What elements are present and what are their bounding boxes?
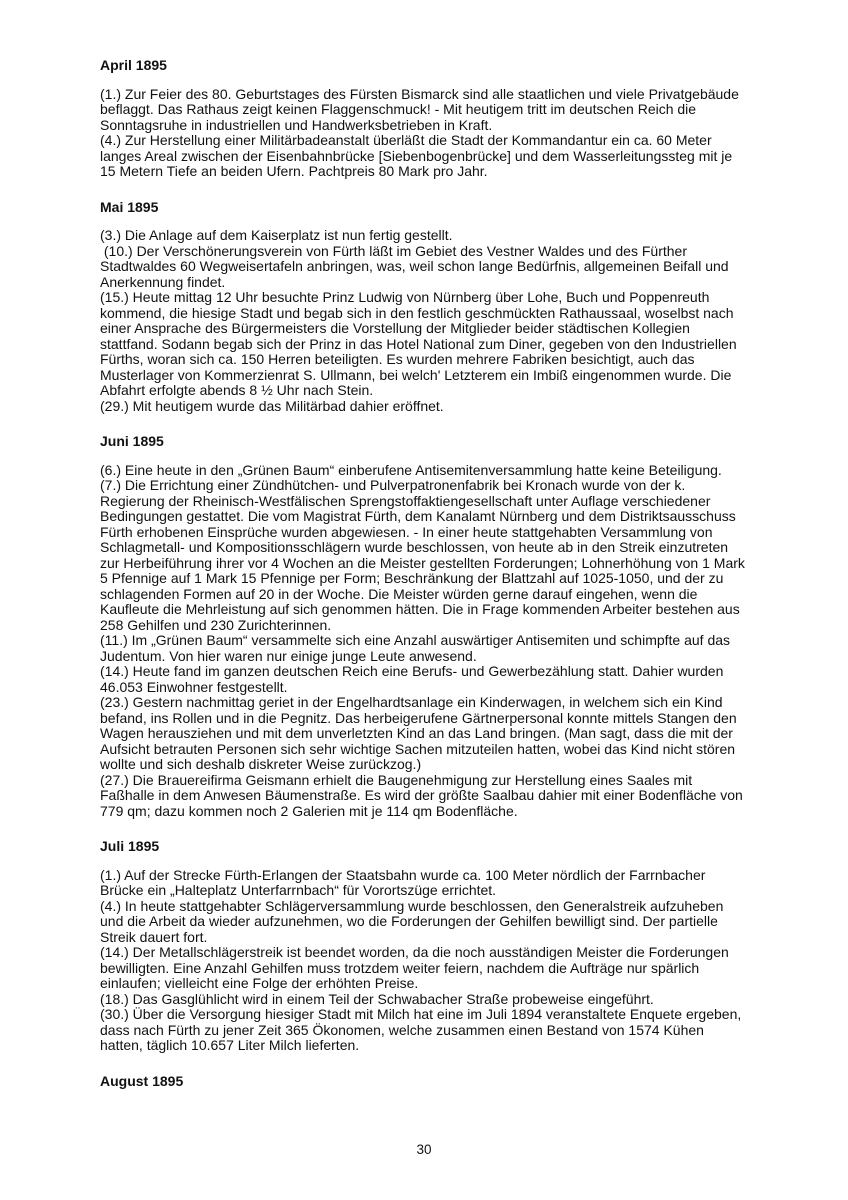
section-heading: August 1895 — [100, 1072, 184, 1089]
page-number: 30 — [416, 1142, 432, 1157]
chronicle-entry: (14.) Der Metallschlägerstreik ist beendet worden, da die noch ausständigen Meister die Forderungen bewilligten. Eine Anzahl Gehilfen muss trotzdem weiter feiern, nachdem die Aufträge nur spärlich einlaufen; vielleicht eine Folge der erhöhten Preise. — [100, 944, 733, 991]
chronicle-entry: (23.) Gestern nachmittag geriet in der Engelhardtsanlage ein Kinderwagen, in welchem sich ein Kind befand, ins Rollen und in die Pegnitz. Das herbeigerufene Gärtnerpersonal konnte mittels Stangen den Wagen herausziehen und mit dem unverletzten Kind an das Land bringen. (Man sagt, dass die mit der Aufsicht betrauten Personen sich sehr wichtige Sachen mitzuteilen hatten, wobei das Kind nicht stören wollte und sich deshalb diskreter Weise zurückzog.) — [100, 694, 741, 772]
chronicle-entry: (4.) In heute stattgehabter Schlägerversammlung wurde beschlossen, den Generalstreik aufzuheben und die Arbeit da wieder aufzunehmen, wo die Forderungen der Gehilfen bewilligt sind. Der partielle Streik dauert fort. — [100, 897, 728, 945]
chronicle-entry: (18.) Das Gasglühlicht wird in einem Teil der Schwabacher Straße probeweise eingeführt. — [100, 990, 654, 1007]
chronicle-entry: (6.) Eine heute in den „Grünen Baum“ einberufene Antisemitenversammlung hatte keine Beteiligung. — [100, 461, 722, 478]
chronicle-entry: (7.) Die Errichtung einer Zündhütchen- und Pulverpatronenfabrik bei Kronach wurde von der k. Regierung der Rheinisch-Westfälischen Sprengstoffaktiengesellschaft unter Auflage verschiedener Bedingungen gestattet. Die vom Magistrat Fürth, dem Kanalamt Nürnberg und dem Distriktsausschuss Fürth erhobenen Einsprüche wurden abgewiesen. - In einer heute stattgehabten Versammlung von Schlagmetall- und Kompositionsschlägern wurde beschlossen, von heute ab in den Streik einzutreten zur Herbeiführung ihrer vor 4 Wochen an die Meister gestellten Forderungen; Lohnerhöhung von 1 Mark 5 Pfennige auf 1 Mark 15 Pfennige per Form; Beschränkung der Blattzahl auf 1025-1050, und der zu schlagenden Formen auf 20 in der Woche. Die Meister würden gerne darauf eingehen, wenn die Kaufleute die Mehrleistung auf sich genommen hätten. Die in Frage kommenden Arbeiter bestehen aus 258 Gehilfen und 230 Zurichterinnen. — [100, 477, 749, 633]
text-column — [100, 58, 750, 1089]
section-heading: Mai 1895 — [100, 198, 159, 215]
section-heading: Juni 1895 — [100, 433, 164, 449]
chronicle-entry: (14.) Heute fand im ganzen deutschen Reich eine Berufs- und Gewerbezählung statt. Dahier wurden 46.053 Einwohner festgestellt. — [100, 663, 728, 695]
chronicle-entry: (29.) Mit heutigem wurde das Militärbad dahier eröffnet. — [100, 397, 444, 414]
chronicle-entry: (1.) Auf der Strecke Fürth-Erlangen der Staatsbahn wurde ca. 100 Meter nördlich der Farrnbacher Brücke ein „Halteplatz Unterfarrnbach“ für Vorortszüge errichtet. — [100, 866, 710, 898]
section-april-1895 — [100, 58, 750, 180]
section-heading: Juli 1895 — [100, 838, 160, 854]
section-august-1895 — [100, 1074, 750, 1090]
chronicle-entry: (3.) Die Anlage auf dem Kaiserplatz ist nun fertig gestellt. — [100, 227, 453, 243]
section-heading: April 1895 — [100, 57, 167, 73]
section-juli-1895 — [100, 839, 750, 1054]
section-mai-1895 — [100, 200, 750, 415]
chronicle-entry: (10.) Der Verschönerungsverein von Fürth läßt im Gebiet des Vestner Waldes und des Fürther Stadtwaldes 60 Wegweisertafeln anbringen, was, weil schon lange Bedürfnis, allgemeinen Beifall und Anerkennung findet. — [100, 242, 732, 290]
chronicle-entry: (11.) Im „Grünen Baum“ versammelte sich eine Anzahl auswärtiger Antisemiten und schimpfte auf das Judentum. Von hier waren nur einige junge Leute anwesend. — [100, 632, 734, 664]
chronicle-entry: (27.) Die Brauereifirma Geismann erhielt die Baugenehmigung zur Herstellung eines Saales mit Faßhalle in dem Anwesen Bäumenstraße. Es wird der größte Saalbau dahier mit einer Bodenfläche von 779 qm; dazu kommen noch 2 Galerien mit je 114 qm Bodenfläche. — [100, 771, 747, 819]
chronicle-entry: (30.) Über die Versorgung hiesiger Stadt mit Milch hat eine im Juli 1894 veranstaltete Enquete ergeben, dass nach Fürth zu jener Zeit 365 Ökonomen, welche zusammen einen Bestand von 1574 Kühen hatten, täglich 10.657 Liter Milch lieferten. — [100, 1006, 746, 1053]
section-juni-1895 — [100, 434, 750, 819]
chronicle-entry: (15.) Heute mittag 12 Uhr besuchte Prinz Ludwig von Nürnberg über Lohe, Buch und Poppenreuth kommend, die hiesige Stadt und begab sich in den festlich geschmückten Rathaussaal, woselbst nach einer Ansprache des Bürgermeisters die Vorstellung der Mitglieder beider städtischen Kollegien stattfand. Sodann begab sich der Prinz in das Hotel National zum Diner, gegeben von den Industriellen Fürths, woran sich ca. 150 Herren beteiligten. Es wurden mehrere Fabriken besichtigt, auch das Musterlager von Kommerzienrat S. Ullmann, bei welch' Letzterem ein Imbiß eingenommen wurde. Die Abfahrt erfolgte abends 8 ½ Uhr nach Stein. — [100, 289, 741, 398]
chronicle-entry: (4.) Zur Herstellung einer Militärbadeanstalt überläßt die Stadt der Kommandantur ein ca. 60 Meter langes Areal zwischen der Eisenbahnbrücke [Siebenbogenbrücke] und dem Wasserleitungssteg mit je 15 Metern Tiefe an beiden Ufern. Pachtpreis 80 Mark pro Jahr. — [100, 132, 737, 179]
chronicle-entry: (1.) Zur Feier des 80. Geburtstages des Fürsten Bismarck sind alle staatlichen und viele Privatgebäude beflaggt. Das Rathaus zeigt keinen Flaggenschmuck! - Mit heutigem tritt im deutschen Reich die Sonntagsruhe in industriellen und Handwerksbetrieben in Kraft. — [100, 85, 743, 133]
